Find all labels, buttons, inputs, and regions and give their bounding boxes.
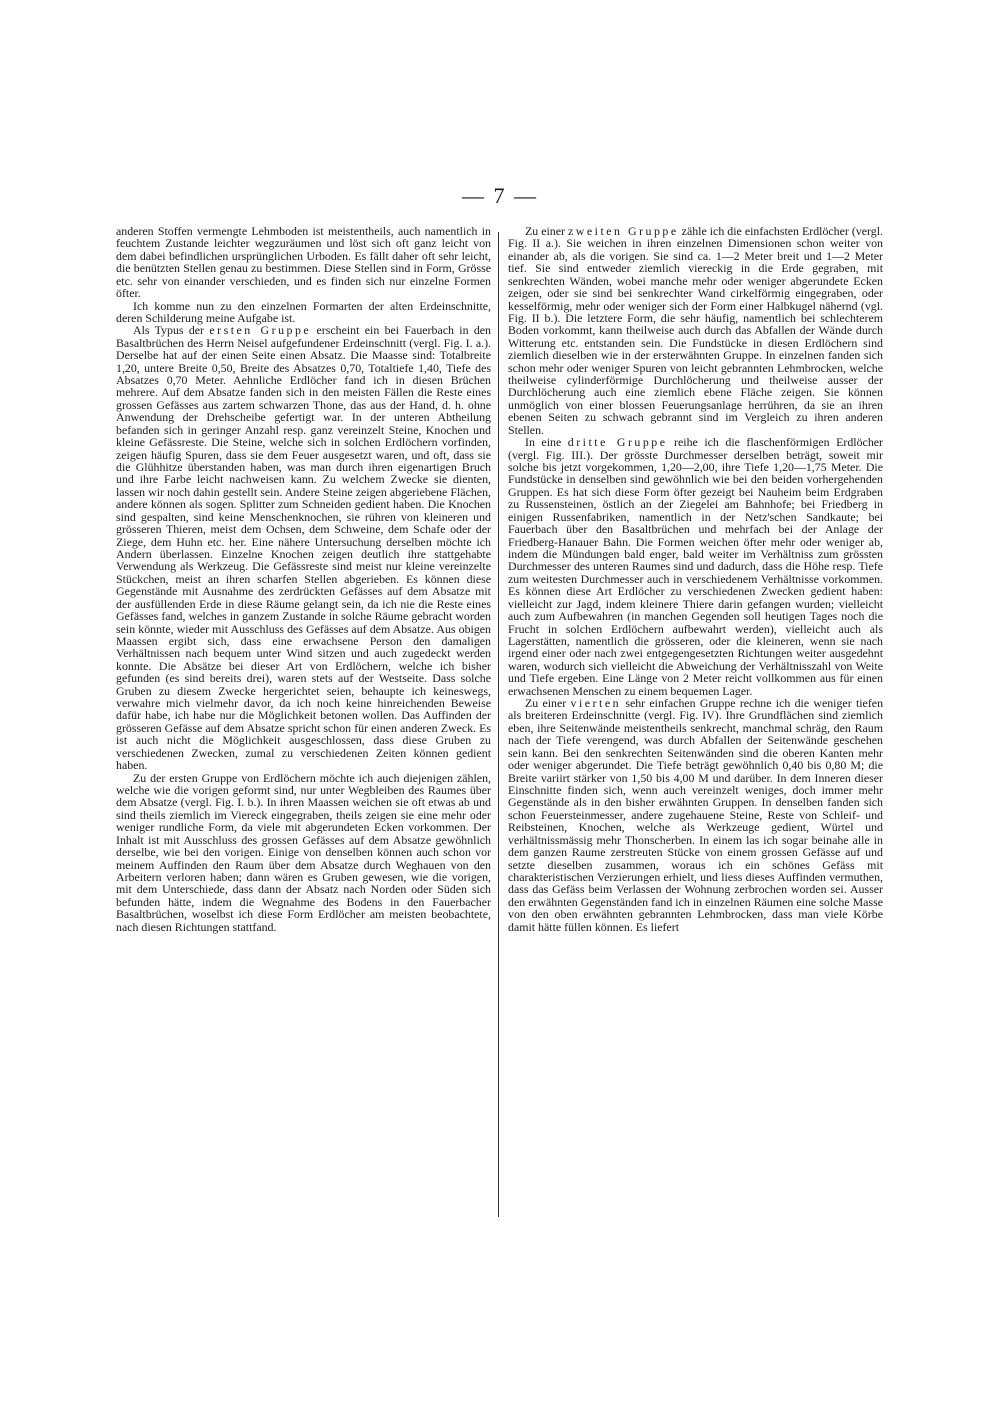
paragraph-lead: Zu einer xyxy=(525,696,571,711)
spaced-heading: vierten xyxy=(570,696,622,711)
spaced-heading: ersten Gruppe xyxy=(209,323,312,338)
paragraph xyxy=(508,436,883,697)
right-column xyxy=(508,225,883,933)
page-number: — 7 — xyxy=(462,183,538,208)
paragraph xyxy=(508,697,883,933)
spaced-heading: dritte Gruppe xyxy=(567,435,668,450)
paragraph-lead: Als Typus der xyxy=(133,323,210,338)
paragraph-text: sehr einfachen Gruppe rechne ich die weniger tiefen als breiteren Erdeinschnitte (vergl. Fig. IV). Ihre Grundflächen sind ziemlich eben, ihre Seitenwände meistentheils senkrecht, manchmal schräg, den Raum nach der Tiefe verengend, was durch Abfallen der Seitenwände geschehen sein kann. Bei den senkrechten Seitenwänden sind die oberen Kanten mehr oder weniger abgerundet. Die Tiefe beträgt gewöhnlich 0,40 bis 0,80 M; die Breite variirt stärker von 1,50 bis 4,00 M und darüber. In dem Inneren dieser Einschnitte finden sich, wenn auch vereinzelt weniges, doch immer mehr Gegenstände als in den bisher erwähnten Gruppen. In denselben fanden sich schon Feuersteinmesser, andere zugehauene Steine, Reste von Schleif- und Reibsteinen, Knochen, welche als Werkzeuge gedient, Würtel und verhältnissmässig mehr Thonscherben. In einem las ich sogar beinahe alle in dem ganzen Raume zerstreuten Stücke von einem grossen Gefässe auf und setzte dieselben zusammen, woraus ich ein schönes Gefäss mit charakteristischen Verzierungen erhielt, und liess dieses Auffinden vermuthen, dass das Gefäss beim Verlassen der Wohnung zerbrochen worden sei. Ausser den erwähnten Gegenständen fand ich in einzelnen Räumen eine solche Masse von den oben erwähnten gebrannten Lehmbrocken, dass man viele Körbe damit hätte füllen können. Es liefert xyxy=(508,696,884,934)
paragraph-lead: In eine xyxy=(525,435,568,450)
column-divider xyxy=(498,232,499,1217)
left-column xyxy=(116,225,491,933)
paragraph: Ich komme nun zu den einzelnen Formarten der alten Erdeinschnitte, deren Schilderung meine Aufgabe ist. xyxy=(116,298,491,325)
paragraph: Zu der ersten Gruppe von Erdlöchern möchte ich auch diejenigen zählen, welche wie die vorigen geformt sind, nur unter Wegbleiben des Raumes über dem Absatze (vergl. Fig. I. b.). In ihren Maassen weichen sie oft etwas ab und sind theils ziemlich im Viereck eingegraben, theils zeigen sie eine mehr oder weniger rundliche Form, da viele mit abgerundeten Ecken vorkommen. Der Inhalt ist mit Ausschluss des grossen Gefässes auf dem Absatze gewöhnlich derselbe, wie bei den vorigen. Einige von denselben können auch schon vor meinem Auffinden den Raum über dem Absatze durch Weghauen von den Arbeitern verloren haben; dann wären es Gruben gewesen, wie die vorigen, mit dem Unterschiede, dass dann der Absatz nach Norden oder Süden sich befunden hätte, indem die Wegnahme des Bodens in den Fauerbacher Basaltbrüchen, woselbst ich diese Form Erdlöcher am meisten beobachtete, nach diesen Richtungen stattfand. xyxy=(116,770,491,934)
paragraph: anderen Stoffen vermengte Lehmboden ist meistentheils, auch namentlich in feuchtem Zustande leichter wegzuräumen und löst sich oft ganz leicht von dem dabei befindlichen ursprünglichen Urboden. Es fällt daher oft sehr leicht, die benützten Stellen genau zu bestimmen. Diese Stellen sind in Form, Grösse etc. sehr von einander verschieden, und es finden sich nur einzelne Formen öfter. xyxy=(116,224,491,301)
paragraph-lead: Zu einer xyxy=(525,224,568,238)
paragraph-text: erscheint ein bei Fauerbach in den Basaltbrüchen des Herrn Neisel aufgefundener Erdeinschnitt (vergl. Fig. I. a.). Derselbe hat auf der einen Seite einen Absatz. Die Maasse sind: Totalbreite 1,20, untere Breite 0,50, Breite des Absatzes 0,70, Totaltiefe 1,40, Tiefe des Absatzes 0,70 Meter. Aehnliche Erdlöcher fand ich in diesen Brüchen mehrere. Auf dem Absatze fanden sich in den meisten Fällen die Reste eines grossen Gefässes aus zartem schwarzen Thone, das aus der Hand, d. h. ohne Anwendung der Drehscheibe gefertigt war. In der unteren Abtheilung befanden sich in geringer Anzahl resp. ganz vereinzelt Steine, Knochen und kleine Gefässreste. Die Steine, welche sich in solchen Erdlöchern vorfinden, zeigen häufig Spuren, dass sie dem Feuer ausgesetzt waren, und oft, dass sie die Glühhitze überstanden haben, was man durch ihren eigenartigen Bruch und ihre Farbe leicht nachweisen kann. Zu welchem Zwecke sie dienten, lassen wir noch dahin gestellt sein. Andere Steine zeigen abgeriebene Flächen, andere können als sogen. Splitter zum Schneiden gedient haben. Die Knochen sind gespalten, sind keine Menschenknochen, sie rühren von kleineren und grösseren Thieren, meist dem Ochsen, dem Schweine, dem Schafe oder der Ziege, dem Huhn etc. her. Eine nähere Untersuchung derselben möchte ich Andern überlassen. Einzelne Knochen zeigen deutlich ihre stattgehabte Verwendung als Werkzeug. Die Gefässreste sind meist nur kleine vereinzelte Stückchen, meist an ihren scharfen Stellen abgerieben. Es können diese Gegenstände mit Ausnahme des zerdrückten Gefässes auf dem Absatze mit der ausfüllenden Erde in diese Räume gelangt sein, da ich nie die Reste eines Gefässes fand, welches in ganzem Zustande in solche Räume gebracht worden sein könnte, wieder mit Ausschluss des Gefässes auf dem Absatze. Aus obigen Maassen ergibt sich, dass eine erwachsene Person den damaligen Verhältnissen nach bequem unter Wind sitzen und auch zugedeckt werden konnte. Die Absätze bei dieser Art von Erdlöchern, welche ich bisher gefunden (es sind bereits drei), waren stets auf der Westseite. Dass solche Gruben zu diesem Zwecke hergerichtet seien, behaupte ich keineswegs, verwahre mich vielmehr davor, da ich noch keine hinreichenden Beweise dafür habe, ich habe nur die Möglichkeit betonen wollen. Das Auffinden der grösseren Gefässe auf dem Absatze spricht schon für einen anderen Zweck. Es ist auch nicht die Möglichkeit ausgeschlossen, dass diese Gruben zu verschiedenen Zwecken, zumal zu verschiedenen Zeiten können gedient haben. xyxy=(116,323,491,773)
paragraph xyxy=(508,225,883,436)
paragraph-text: zähle ich die einfachsten Erdlöcher (vergl. Fig. II a.). Sie weichen in ihren einzelnen Dimensionen schon weiter von einander ab, als die vorigen. Sie sind ca. 1—2 Meter breit und 1—2 Meter tief. Sie sind entweder ziemlich viereckig in die Erde gegraben, mit senkrechten Wänden, wobei manche mehr oder weniger abgerundete Ecken zeigen, oder sie sind bei senkrechter Wand cirkelförmig eingegraben, oder kesselförmig, mehr oder weniger sich der Form einer Halbkugel nähernd (vgl. Fig. II b.). Die letztere Form, die sehr häufig, namentlich bei schlechterem Boden vorkommt, kann theilweise auch durch das Abfallen der Wände durch Witterung etc. entstanden sein. Die Fundstücke in diesen Erdlöchern sind ziemlich dieselben wie in der ersterwähnten Gruppe. In einzelnen fanden sich schon mehr oder weniger Spuren von leicht gebrannten Lehmbrocken, welche theilweise cylinderförmige Durchlöcherung und theilweise ausser der Durchlöcherung auch eine ziemlich ebene Fläche zeigen. Sie können unmöglich von einer blossen Feuerungsanlage herrühren, da sie an ihren ebenen Seiten zu schwach gebrannt sind im Vergleich zu ihren anderen Stellen. xyxy=(508,224,884,437)
spaced-heading: zweiten Gruppe xyxy=(568,224,679,238)
paragraph xyxy=(116,324,491,771)
paragraph-text: reihe ich die flaschenförmigen Erdlöcher (vergl. Fig. III.). Der grösste Durchmesser derselben beträgt, soweit mir solche bis jetzt vorgekommen, 1,20—2,00, ihre Tiefe 1,20—1,75 Meter. Die Fundstücke in denselben sind gewöhnlich wie bei den beiden vorhergehenden Gruppen. Es hat sich diese Form öfter gezeigt bei Nauheim beim Erdgraben zu Russensteinen, östlich an der Ziegelei am Bahnhofe; bei Friedberg in einigen Russenfabriken, namentlich in der Netz'schen Sandkaute; bei Fauerbach über den Basaltbrüchen und mehrfach bei der Anlage der Friedberg-Hanauer Bahn. Die Formen weichen öfter mehr oder weniger ab, indem die Mündungen bald enger, bald weiter im Verhältniss zum grössten Durchmesser des unteren Raumes sind und dadurch, dass die Höhe resp. Tiefe zum weitesten Durchmesser auch in verschiedenem Verhältnisse vorkommen. Es können diese Art Erdlöcher zu verschiedenen Zwecken gedient haben: vielleicht zur Jagd, indem kleinere Thiere darin gefangen wurden; vielleicht auch zum Aufbewahren (in manchen Gegenden soll heutigen Tages noch die Frucht in solchen Erdlöchern aufbewahrt werden), vielleicht auch als Lagerstätten, namentlich die grösseren, oder die kleineren, wenn sie nach irgend einer oder nach zwei entgegengesetzten Richtungen weiter ausgedehnt waren, wodurch sich vielleicht die Abweichung der Verhältnisszahl von Weite und Tiefe ergeben. Eine Länge von 2 Meter reicht vollkommen aus für einen erwachsenen Menschen zu einem bequemen Lager. xyxy=(508,435,884,698)
